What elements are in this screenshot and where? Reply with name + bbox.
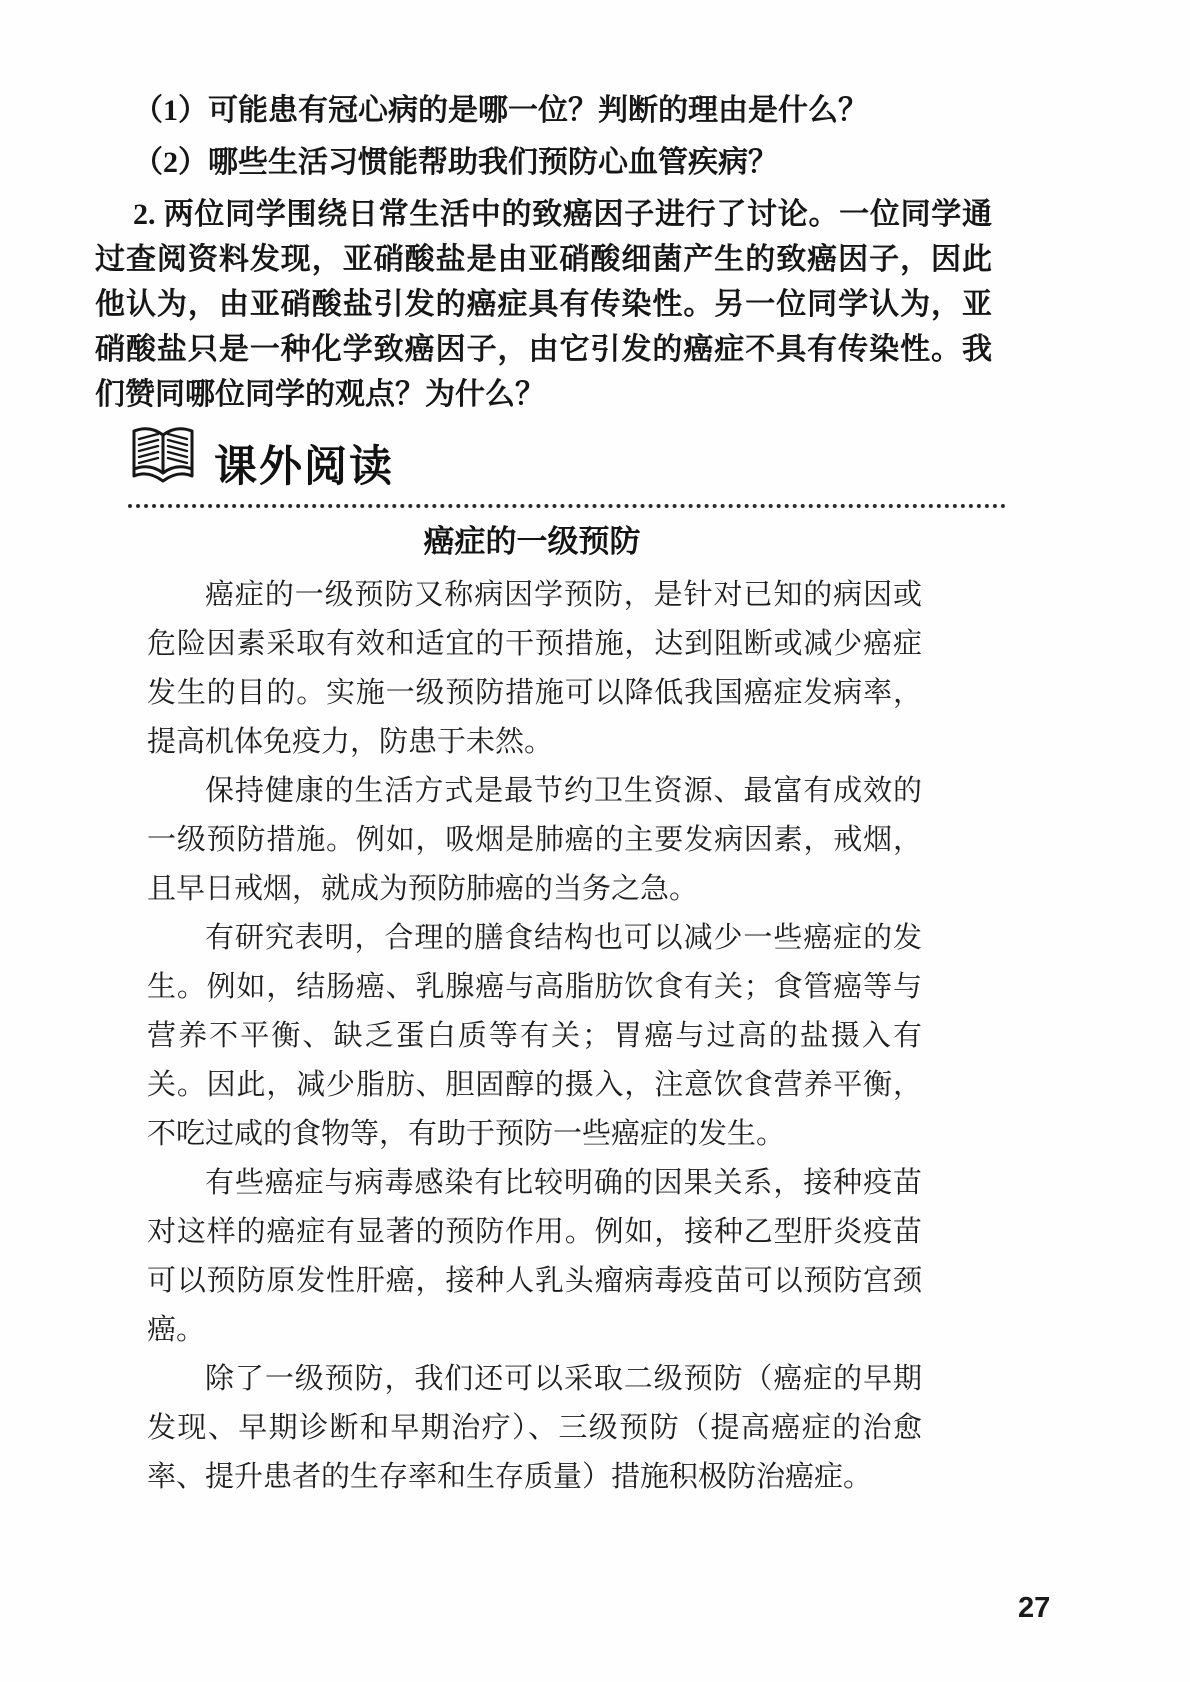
sub-question-2: （2）哪些生活习惯能帮助我们预防心血管疾病？ — [133, 146, 778, 179]
page-number: 27 — [1018, 1592, 1051, 1624]
question-block — [95, 88, 992, 417]
reading-paragraph: 癌症的一级预防又称病因学预防，是针对已知的病因或危险因素采取有效和适宜的干预措施，达到阻断或减少癌症发生的目的。实施一级预防措施可以降低我国癌症发病率，提高机体免疫力，防患于未然。 — [147, 577, 922, 758]
reading-body — [147, 570, 922, 1501]
reading-paragraph: 除了一级预防，我们还可以采取二级预防（癌症的早期发现、早期诊断和早期治疗）、三级预防（提高癌症的治愈率、提升患者的生存率和生存质量）措施积极防治癌症。 — [147, 1361, 922, 1493]
reading-paragraph: 保持健康的生活方式是最节约卫生资源、最富有成效的一级预防措施。例如，吸烟是肺癌的主要发病因素，戒烟，且早日戒烟，就成为预防肺癌的当务之急。 — [147, 773, 922, 905]
reading-title: 癌症的一级预防 — [423, 524, 641, 559]
section-divider — [128, 468, 1006, 508]
sub-question-1: （1）可能患有冠心病的是哪一位？判断的理由是什么？ — [133, 94, 868, 127]
section-label: 课外阅读 — [214, 442, 394, 491]
question-2: 2. 两位同学围绕日常生活中的致癌因子进行了讨论。一位同学通过查阅资料发现，亚硝酸盐是由亚硝酸细菌产生的致癌因子，因此他认为，由亚硝酸盐引发的癌症具有传染性。另一位同学认为，亚硝酸盐只是一种化学致癌因子，由它引发的癌症不具有传染性。我们赞同哪位同学的观点？为什么？ — [95, 198, 992, 411]
reading-paragraph: 有研究表明，合理的膳食结构也可以减少一些癌症的发生。例如，结肠癌、乳腺癌与高脂肪饮食有关；食管癌等与营养不平衡、缺乏蛋白质等有关；胃癌与过高的盐摄入有关。因此，减少脂肪、胆固醇的摄入，注意饮食营养平衡，不吃过咸的食物等，有助于预防一些癌症的发生。 — [147, 920, 922, 1150]
reading-paragraph: 有些癌症与病毒感染有比较明确的因果关系，接种疫苗对这样的癌症有显著的预防作用。例如，接种乙型肝炎疫苗可以预防原发性肝癌，接种人乳头瘤病毒疫苗可以预防宫颈癌。 — [147, 1165, 922, 1346]
